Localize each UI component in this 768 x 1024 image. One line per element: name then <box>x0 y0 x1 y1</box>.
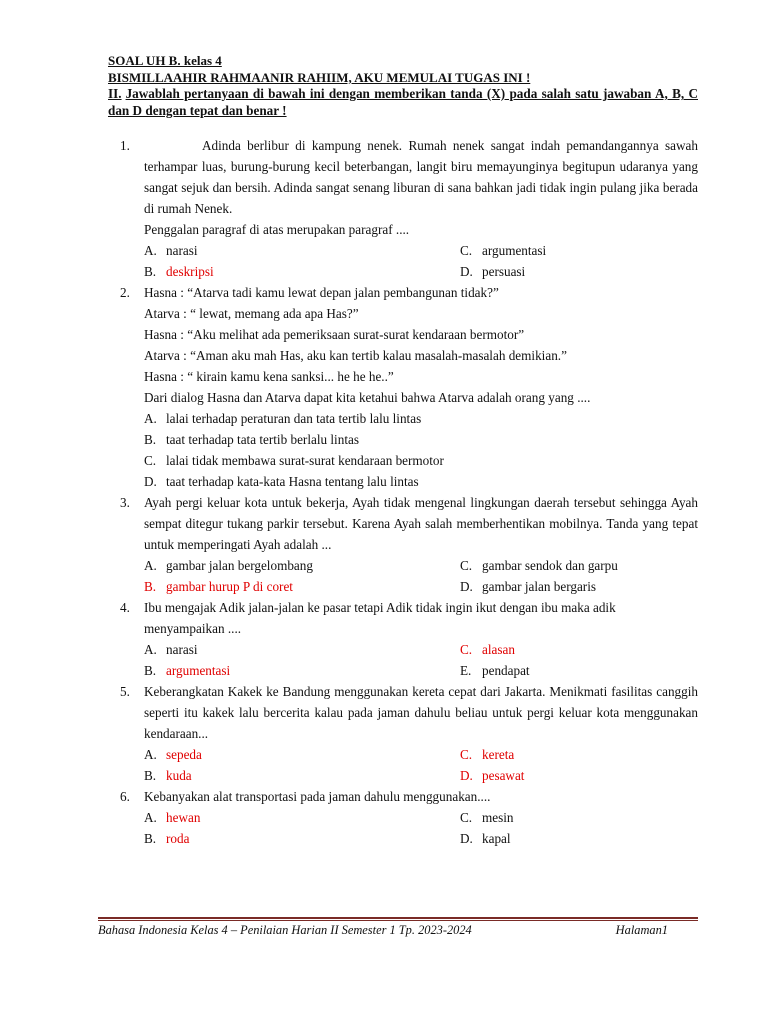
dialog-line: Hasna : “Atarva tadi kamu lewat depan jalan pembangunan tidak?” <box>144 285 499 300</box>
question-passage: Adinda berlibur di kampung nenek. Rumah nenek sangat indah pemandangannya sawah terhampar luas, burung-burung kecil beterbangan, langit biru memayunginya begitupun udaranya yang sangat sejuk dan bersih. Adinda sangat senang liburan di sana bahkan jadi tidak ingin pulang jika berada di rumah Nenek. <box>144 138 698 216</box>
option-b[interactable]: B. deskripsi <box>144 264 214 279</box>
option-d[interactable]: D. pesawat <box>460 768 525 783</box>
option-a[interactable]: A. narasi <box>144 243 198 258</box>
option-c[interactable]: C. alasan <box>460 642 515 657</box>
question-number: 6. <box>120 789 130 804</box>
dialog-line: Hasna : “ kirain kamu kena sanksi... he he he..” <box>144 369 394 384</box>
option-d[interactable]: D. persuasi <box>460 264 526 279</box>
marked-answer: kereta <box>482 747 515 762</box>
options <box>144 639 698 681</box>
option-b[interactable]: B. taat terhadap tata tertib berlalu lintas <box>144 432 359 447</box>
option-a[interactable]: A. hewan <box>144 810 201 825</box>
option-a[interactable]: A. lalai terhadap peraturan dan tata tertib lalu lintas <box>144 411 422 426</box>
option-c[interactable]: C. argumentasi <box>460 243 547 258</box>
marked-answer: hewan <box>166 810 201 825</box>
question-number: 3. <box>120 495 130 510</box>
document-header <box>108 52 698 119</box>
question-number: 4. <box>120 600 130 615</box>
question-passage: Ayah pergi keluar kota untuk bekerja, Ayah tidak mengenal lingkungan daerah tersebut sehingga Ayah sempat ditegur tukang parkir tersebut. Karena Ayah salah memberhentikan mobilnya. Tanda yang tepat untuk memperingati Ayah adalah ... <box>144 495 698 552</box>
footer-rule-thin <box>98 920 698 921</box>
question-stem: Penggalan paragraf di atas merupakan paragraf .... <box>144 222 410 237</box>
question-2 <box>120 282 698 492</box>
option-c[interactable]: C. mesin <box>460 810 514 825</box>
option-c[interactable]: C. lalai tidak membawa surat-surat kendaraan bermotor <box>144 453 444 468</box>
question-list <box>120 135 698 849</box>
options <box>144 240 698 282</box>
option-c[interactable]: C. gambar sendok dan garpu <box>460 558 618 573</box>
question-passage: Kebanyakan alat transportasi pada jaman dahulu menggunakan.... <box>144 789 491 804</box>
page-number: Halaman1 <box>615 923 668 937</box>
options <box>144 744 698 786</box>
options <box>144 807 698 849</box>
page-footer <box>98 922 668 938</box>
options <box>144 555 698 597</box>
marked-answer: argumentasi <box>166 663 231 678</box>
question-passage: Ibu mengajak Adik jalan-jalan ke pasar tetapi Adik tidak ingin ikut dengan ibu maka adik menyampaikan .... <box>144 600 616 636</box>
option-d[interactable]: D. kapal <box>460 831 511 846</box>
section-number: II. <box>108 86 122 101</box>
marked-answer: alasan <box>482 642 515 657</box>
opening-prayer: BISMILLAAHIR RAHMAANIR RAHIIM, AKU MEMULAI TUGAS INI ! <box>108 70 531 85</box>
option-b[interactable]: B. gambar hurup P di coret <box>144 579 293 594</box>
marked-answer: roda <box>166 831 190 846</box>
option-b[interactable]: B. argumentasi <box>144 663 231 678</box>
question-passage: Keberangkatan Kakek ke Bandung menggunakan kereta cepat dari Jakarta. Menikmati fasilitas canggih seperti itu kakek lalu bercerita kalau pada jaman dahulu beliau untuk pergi keluar kota menggunakan kendaraan... <box>144 684 698 741</box>
question-number: 1. <box>120 138 130 153</box>
question-number: 2. <box>120 285 130 300</box>
instruction-text: Jawablah pertanyaan di bawah ini dengan memberikan tanda (X) pada salah satu jawaban A, B, C dan D dengan tepat dan benar ! <box>108 86 698 118</box>
question-5 <box>120 681 698 786</box>
option-a[interactable]: A. narasi <box>144 642 198 657</box>
question-6 <box>120 786 698 849</box>
dialog-line: Hasna : “Aku melihat ada pemeriksaan surat-surat kendaraan bermotor” <box>144 327 525 342</box>
marked-answer: gambar hurup P di coret <box>166 579 293 594</box>
option-c[interactable]: C. kereta <box>460 747 515 762</box>
question-number: 5. <box>120 684 130 699</box>
footer-rule <box>98 917 698 919</box>
question-1 <box>120 135 698 282</box>
option-b[interactable]: B. roda <box>144 831 190 846</box>
dialog-line: Atarva : “ lewat, memang ada apa Has?” <box>144 306 359 321</box>
question-stem: Dari dialog Hasna dan Atarva dapat kita ketahui bahwa Atarva adalah orang yang .... <box>144 390 591 405</box>
dialog-line: Atarva : “Aman aku mah Has, aku kan tertib kalau masalah-masalah demikian.” <box>144 348 567 363</box>
exam-title: SOAL UH B. kelas 4 <box>108 53 222 68</box>
marked-answer: kuda <box>166 768 192 783</box>
marked-answer: pesawat <box>482 768 525 783</box>
option-e[interactable]: E. pendapat <box>460 663 530 678</box>
question-4 <box>120 597 698 681</box>
option-d[interactable]: D. taat terhadap kata-kata Hasna tentang lalu lintas <box>144 474 419 489</box>
instruction <box>108 86 698 119</box>
option-d[interactable]: D. gambar jalan bergaris <box>460 579 596 594</box>
marked-answer: deskripsi <box>166 264 214 279</box>
marked-answer: sepeda <box>166 747 202 762</box>
question-3 <box>120 492 698 597</box>
option-b[interactable]: B. kuda <box>144 768 192 783</box>
option-a[interactable]: A. gambar jalan bergelombang <box>144 558 313 573</box>
option-a[interactable]: A. sepeda <box>144 747 202 762</box>
footer-text: Bahasa Indonesia Kelas 4 – Penilaian Harian II Semester 1 Tp. 2023-2024 <box>98 923 472 937</box>
